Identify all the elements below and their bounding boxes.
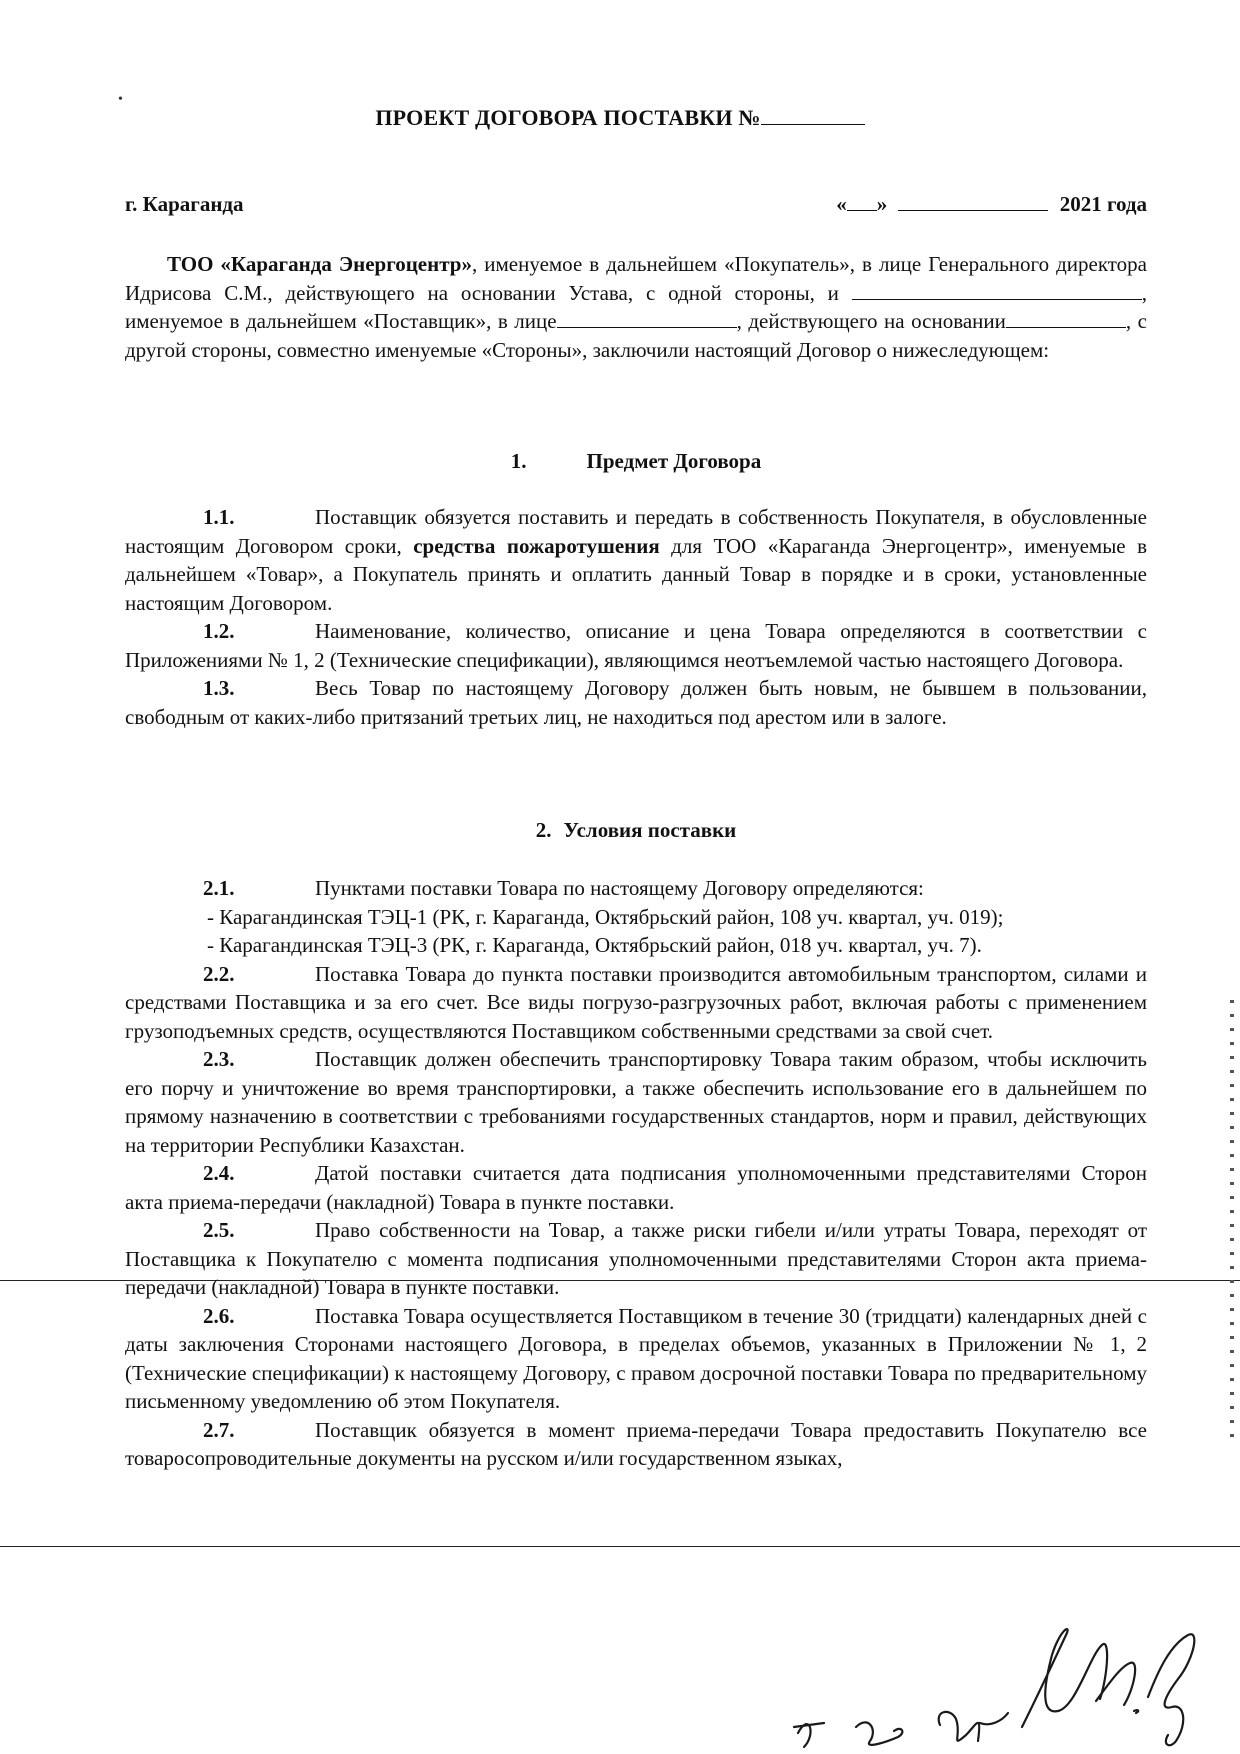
clause-2-2: 2.2. Поставка Товара до пункта поставки производится автомобильным транспортом, силами и средствами Поставщика и за его счет. Все виды погрузо-разгрузочных работ, включая работы с применением грузоподъемных средств, осуществляются Поставщиком собственными средствами за свой счет. [125, 961, 1147, 1043]
clause-2-3: 2.3. Поставщик должен обеспечить транспортировку Товара таким образом, чтобы исключить его порчу и уничтожение во время транспортировки, а также обеспечить использование его в дальнейшем по прямому назначению в соответствии с требованиями государственных стандартов, норм и правил, действующих на территории Республики Казахстан. [125, 1047, 1147, 1157]
preamble-paragraph: ТОО «Караганда Энергоцентр», именуемое в дальнейшем «Покупатель», в лице Генерального директора Идрисова С.М., действующего на основании Устава, с одной стороны, и , именуемое в дальнейшем «Поставщик», в лице , действующего на основании , с другой стороны, совместно именуемые «Стороны», заключили настоящий Договор о нижеследующем: [125, 252, 1147, 362]
supplier-rep-blank [557, 309, 737, 328]
clause-1-3: 1.3. Весь Товар по настоящему Договору должен быть новым, не бывшем в пользовании, свободным от каких-либо притязаний третьих лиц, не находиться под арестом или в залоге. [125, 676, 1147, 729]
document-title: ПРОЕКТ ДОГОВОРА ПОСТАВКИ № [0, 104, 1240, 133]
supplier-name-blank [852, 281, 1142, 300]
clause-2-4: 2.4. Датой поставки считается дата подписания уполномоченными представителями Сторон акта приема-передачи (накладной) Товара в пункте поставки. [125, 1161, 1147, 1214]
clause-1-1: 1.1. Поставщик обязуется поставить и передать в собственность Покупателя, в обусловленные настоящим Договором сроки, средства пожаротушения для ТОО «Караганда Энергоцентр», именуемые в дальнейшем «Товар», а Покупатель принять и оплатить данный Товар в порядке и в сроки, установленные настоящим Договором. [125, 505, 1148, 615]
delivery-point-2: - Карагандинская ТЭЦ-3 (РК, г. Караганда, Октябрьский район, 018 уч. квартал, уч. 7). [207, 933, 982, 957]
clause-2-7: 2.7. Поставщик обязуется в момент приема-передачи Товара предоставить Покупателю все товаросопроводительные документы на русском и/или государственном языках, [125, 1417, 1147, 1470]
delivery-point-1: - Карагандинская ТЭЦ-1 (РК, г. Караганда, Октябрьский район, 108 уч. квартал, уч. 019); [207, 904, 1004, 929]
place-date-line [125, 190, 1147, 220]
clause-2-1: 2.1. Пунктами поставки Товара по настоящему Договору определяются: [203, 876, 924, 900]
section-1-clauses [125, 503, 1147, 731]
month-blank [898, 192, 1048, 211]
contract-date: « » 2021 года [836, 192, 1147, 216]
clause-2-6: 2.6. Поставка Товара осуществляется Поставщиком в течение 30 (тридцати) календарных дней с даты заключения Сторонами настоящего Договора, в пределах объемов, указанных в Приложении № 1, 2 (Технические спецификации) к настоящему Договору, с правом досрочной поставки Товара по предварительному письменному уведомлению об этом Покупателя. [125, 1303, 1147, 1413]
clause-1-2: 1.2. Наименование, количество, описание и цена Товара определяются в соответствии с Приложениями № 1, 2 (Технические спецификации), являющимся неотъемлемой частью настоящего Договора. [125, 619, 1147, 672]
clause-2-5: 2.5. Право собственности на Товар, а также риски гибели и/или утраты Товара, переходят от Поставщика к Покупателю с момента подписания уполномоченными представителями Сторон акта приема-передачи (накладной) Товара в пункте поставки. [125, 1218, 1147, 1299]
section-2-heading: 2. Условия поставки [535, 818, 737, 842]
scan-speck: • [118, 92, 123, 107]
section-1-heading: 1. Предмет Договора [510, 449, 762, 473]
scan-margin-marks [1230, 1000, 1234, 1440]
authority-blank [1006, 309, 1126, 328]
day-blank [847, 192, 877, 211]
city: г. Караганда [125, 192, 244, 216]
section-2 [125, 816, 1147, 845]
scan-fold-line [0, 1546, 1240, 1547]
contract-number-blank [761, 106, 865, 125]
preamble [125, 250, 1147, 364]
section-1 [125, 447, 1147, 476]
scan-fold-line [0, 1280, 1240, 1281]
signatures [790, 1615, 1210, 1754]
section-2-clauses [125, 874, 1147, 1473]
